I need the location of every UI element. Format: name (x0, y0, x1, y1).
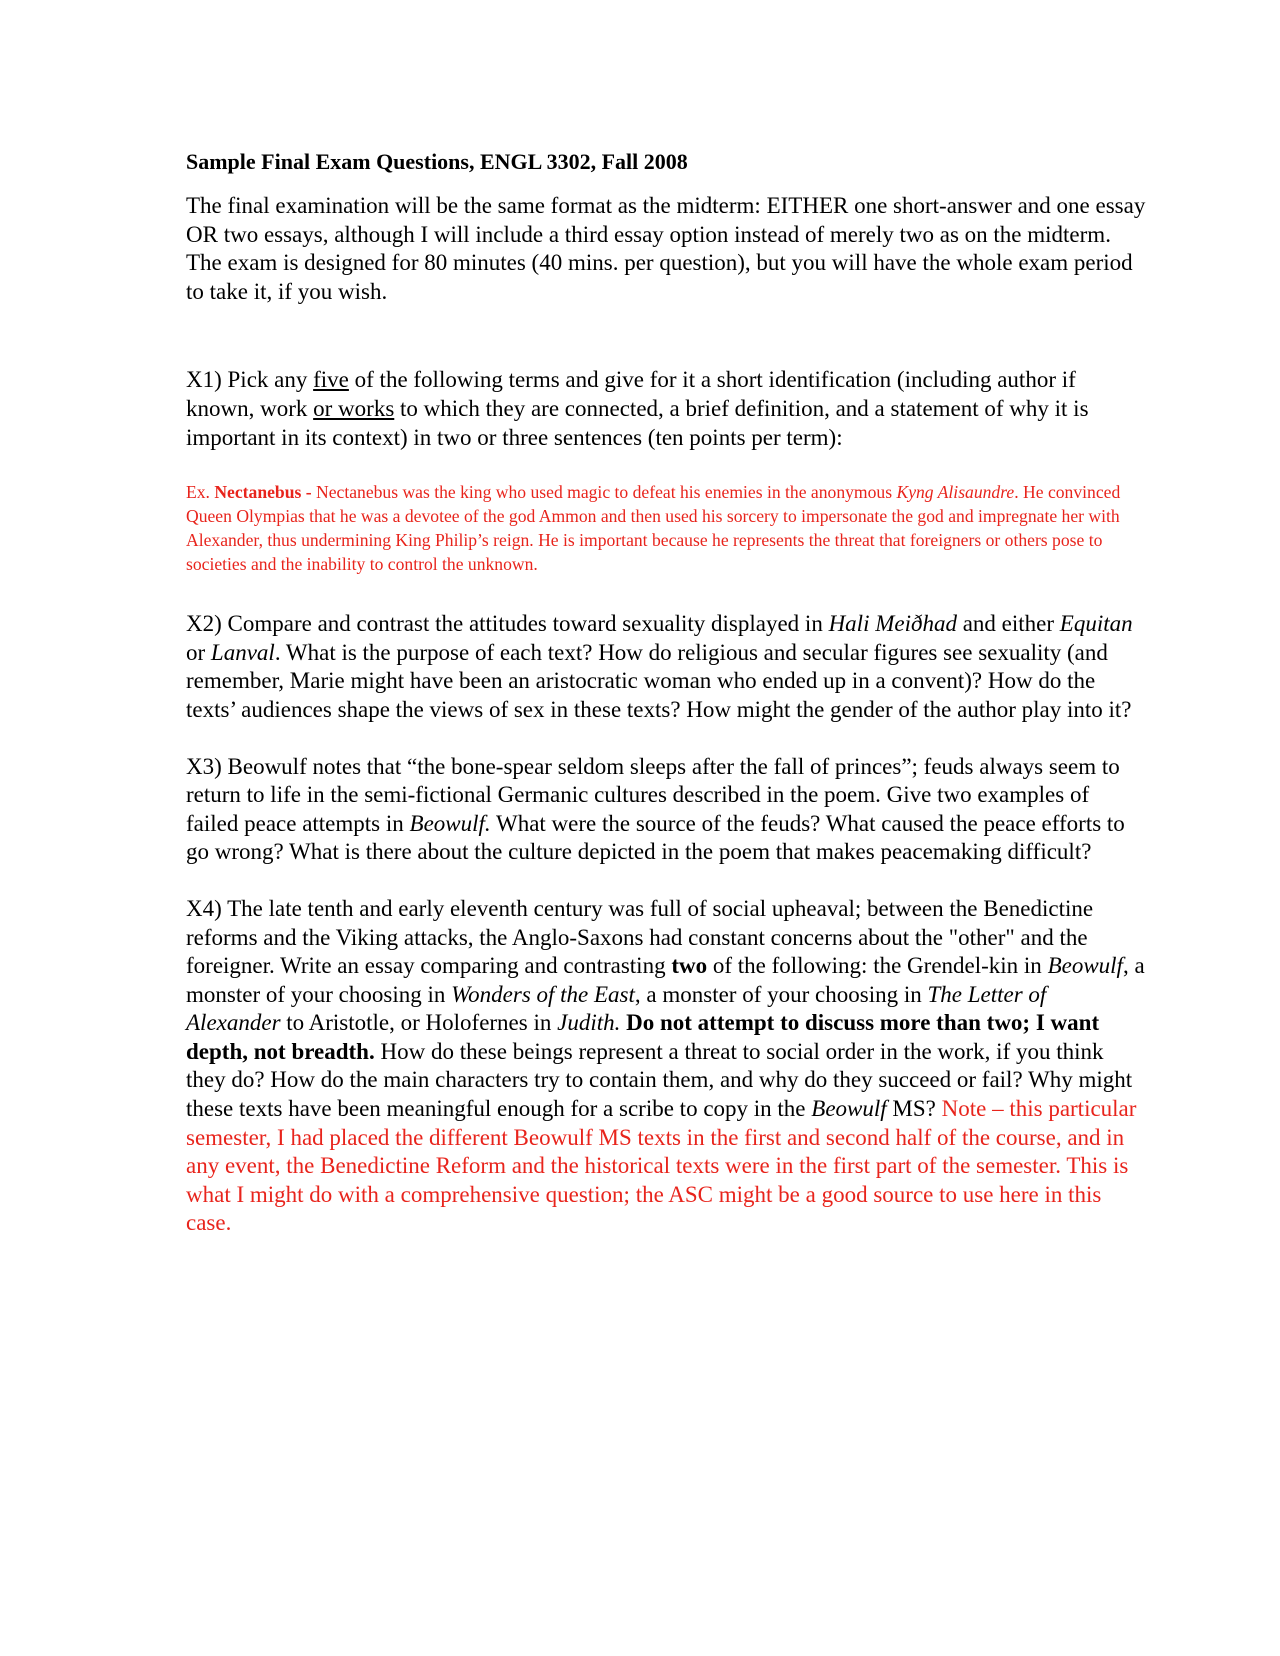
question-x4: X4) The late tenth and early eleventh century was full of social upheaval; between the Benedictine reforms and the Viking attacks, the Anglo-Saxons had constant concerns about the "other" and the foreigner. Write an essay comparing and contrasting two of the following: the Grendel-kin in Beowulf, a monster of your choosing in Wonders of the East, a monster of your choosing in The Letter of Alexander to Aristotle, or Holofernes in Judith. Do not attempt to discuss more than two; I want depth, not breadth. How do these beings represent a threat to social order in the work, if you think they do? How do the main characters try to contain them, and why do they succeed or fail? Why might these texts have been meaningful enough for a scribe to copy in the Beowulf MS? Note – this particular semester, I had placed the different Beowulf MS texts in the first and second half of the course, and in any event, the Benedictine Reform and the historical texts were in the first part of the semester. This is what I might do with a comprehensive question; the ASC might be a good source to use here in this case. (186, 895, 1145, 1236)
instructor-note: Note – this particular semester, I had placed the different Beowulf MS texts in the first and second half of the course, and in any event, the Benedictine Reform and the historical texts were in the first part of the semester. This is what I might do with a comprehensive question; the ASC might be a good source to use here in this case. (186, 1096, 1137, 1236)
document-page (186, 148, 1146, 1266)
example-answer: Ex. Nectanebus - Nectanebus was the king who used magic to defeat his enemies in the anonymous Kyng Alisaundre. He convinced Queen Olympias that he was a devotee of the god Ammon and then used his sorcery to impersonate the god and impregnate her with Alexander, thus undermining King Philip’s reign. He is important because he represents the threat that foreigners or others pose to societies and the inability to control the unknown. (186, 482, 1121, 575)
question-x2: X2) Compare and contrast the attitudes toward sexuality displayed in Hali Meiðhad and either Equitan or Lanval. What is the purpose of each text? How do religious and secular figures see sexuality (and remember, Marie might have been an aristocratic woman who ended up in a convent)? How do the texts’ audiences shape the views of sex in these texts? How might the gender of the author play into it? (186, 611, 1133, 722)
example-term: Nectanebus - (214, 482, 316, 503)
question-x1: X1) Pick any five of the following terms and give for it a short identification (including author if known, work or works to which they are connected, a brief definition, and a statement of why it is important in its context) in two or three sentences (ten points per term): (186, 367, 1089, 450)
question-x3: X3) Beowulf notes that “the bone-spear seldom sleeps after the fall of princes”; feuds always seem to return to life in the semi-fictional Germanic cultures described in the poem. Give two examples of failed peace attempts in Beowulf. What were the source of the feuds? What caused the peace efforts to go wrong? What is there about the culture depicted in the poem that makes peacemaking difficult? (186, 753, 1125, 865)
intro-paragraph: The final examination will be the same format as the midterm: EITHER one short-answer and one essay OR two essays, although I will include a third essay option instead of merely two as on the midterm. The exam is designed for 80 minutes (40 mins. per question), but you will have the whole exam period to take it, if you wish. (186, 193, 1146, 304)
page-title: Sample Final Exam Questions, ENGL 3302, Fall 2008 (186, 149, 688, 174)
